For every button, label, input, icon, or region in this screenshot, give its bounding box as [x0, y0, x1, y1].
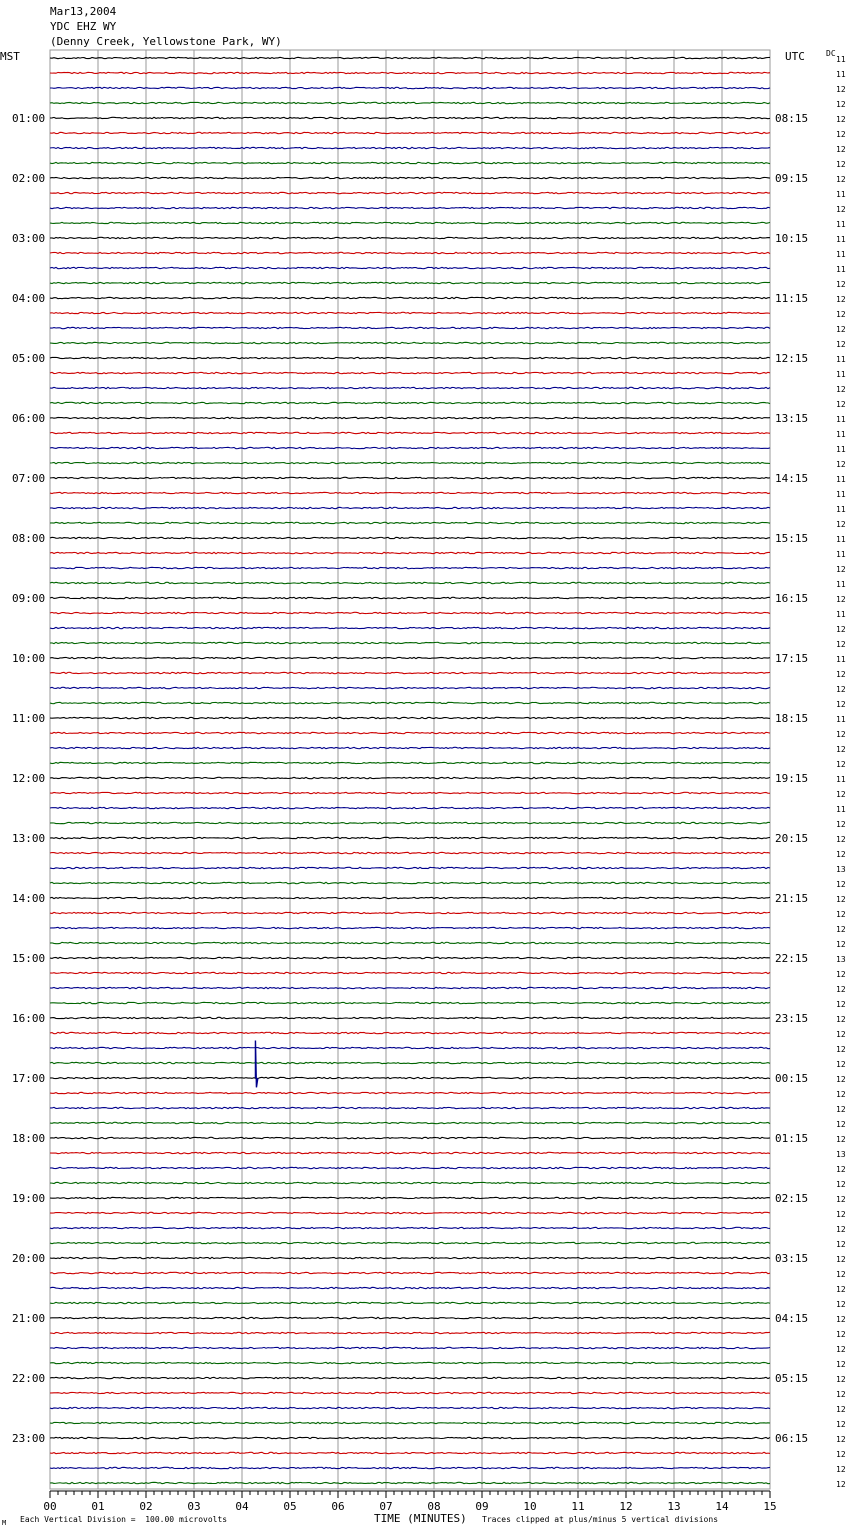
trace-row [50, 147, 770, 148]
dc-offset-value: 11 [836, 505, 846, 514]
right-timezone-label: UTC [785, 50, 805, 63]
dc-offset-header: DC [826, 49, 836, 58]
dc-offset-value: 12 [836, 745, 846, 754]
trace-row [50, 657, 770, 658]
trace-row [50, 1287, 770, 1288]
trace-row [50, 567, 770, 568]
trace-row [50, 1257, 770, 1258]
right-hour-label: 21:15 [775, 892, 809, 905]
left-hour-label: 09:00 [12, 592, 46, 605]
x-tick-label: 14 [715, 1500, 729, 1513]
dc-offset-value: 11 [836, 430, 846, 439]
trace-row [50, 1212, 770, 1213]
x-axis-title: TIME (MINUTES) [374, 1512, 467, 1525]
left-hour-label: 11:00 [12, 712, 46, 725]
trace-row [50, 582, 770, 583]
left-hour-label: 22:00 [12, 1372, 46, 1385]
dc-offset-value: 12 [836, 310, 846, 319]
dc-offset-value: 12 [836, 940, 846, 949]
dc-offset-value: 12 [836, 460, 846, 469]
dc-offset-value: 12 [836, 160, 846, 169]
dc-offset-value: 11 [836, 445, 846, 454]
trace-row [50, 837, 770, 838]
trace-row [50, 867, 770, 868]
right-hour-label: 19:15 [775, 772, 809, 785]
trace-row [50, 312, 770, 313]
dc-offset-value: 12 [836, 1375, 846, 1384]
left-hour-label: 15:00 [12, 952, 46, 965]
x-tick-label: 15 [763, 1500, 777, 1513]
x-tick-label: 08 [427, 1500, 441, 1513]
trace-row [50, 72, 770, 73]
dc-offset-value: 11 [836, 70, 846, 79]
x-tick-label: 02 [139, 1500, 153, 1513]
trace-row [50, 1452, 770, 1453]
trace-row [50, 1167, 770, 1168]
right-hour-label: 04:15 [775, 1312, 809, 1325]
right-hour-label: 12:15 [775, 352, 809, 365]
right-hour-label: 23:15 [775, 1012, 809, 1025]
x-tick-label: 10 [523, 1500, 537, 1513]
dc-offset-value: 12 [836, 760, 846, 769]
dc-offset-value: 12 [836, 1120, 846, 1129]
trace-row [50, 297, 770, 298]
dc-offset-value: 12 [836, 850, 846, 859]
left-hour-label: 20:00 [12, 1252, 46, 1265]
dc-offset-value: 12 [836, 85, 846, 94]
trace-row [50, 1422, 770, 1423]
dc-offset-value: 12 [836, 1135, 846, 1144]
dc-offset-value: 12 [836, 385, 846, 394]
dc-offset-value: 11 [836, 250, 846, 259]
trace-row [50, 387, 770, 388]
dc-offset-value: 12 [836, 1270, 846, 1279]
dc-offset-value: 12 [836, 1300, 846, 1309]
left-timezone-label: MST [0, 50, 20, 63]
dc-offset-value: 12 [836, 1210, 846, 1219]
dc-offset-value: 11 [836, 265, 846, 274]
dc-offset-value: 12 [836, 1090, 846, 1099]
dc-offset-value: 11 [836, 220, 846, 229]
left-hour-label: 17:00 [12, 1072, 46, 1085]
dc-offset-value: 13 [836, 1150, 846, 1159]
dc-offset-value: 12 [836, 1045, 846, 1054]
trace-row [50, 1392, 770, 1393]
x-tick-label: 04 [235, 1500, 249, 1513]
trace-row [50, 1302, 770, 1303]
dc-offset-value: 12 [836, 670, 846, 679]
trace-row [50, 162, 770, 163]
right-hour-label: 20:15 [775, 832, 809, 845]
trace-row [50, 327, 770, 328]
dc-offset-value: 11 [836, 715, 846, 724]
dc-offset-value: 12 [836, 115, 846, 124]
dc-offset-value: 11 [836, 355, 846, 364]
trace-row [50, 1092, 770, 1093]
dc-offset-value: 12 [836, 700, 846, 709]
dc-offset-value: 12 [836, 1450, 846, 1459]
trace-row [50, 237, 770, 238]
dc-offset-value: 12 [836, 640, 846, 649]
dc-offset-value: 13 [836, 955, 846, 964]
trace-row [50, 522, 770, 523]
dc-offset-value: 12 [836, 1000, 846, 1009]
dc-offset-value: 12 [836, 925, 846, 934]
trace-row [50, 792, 770, 793]
left-hour-label: 23:00 [12, 1432, 46, 1445]
trace-row [50, 612, 770, 613]
trace-row [50, 1062, 770, 1063]
dc-offset-value: 12 [836, 130, 846, 139]
dc-offset-value: 12 [836, 820, 846, 829]
right-hour-label: 18:15 [775, 712, 809, 725]
trace-row [50, 417, 770, 418]
dc-offset-value: 12 [836, 1165, 846, 1174]
trace-row [50, 507, 770, 508]
report-date: Mar13,2004 [50, 5, 117, 18]
trace-row [50, 672, 770, 673]
right-hour-label: 16:15 [775, 592, 809, 605]
trace-row [50, 1377, 770, 1378]
dc-offset-value: 12 [836, 970, 846, 979]
dc-offset-value: 12 [836, 1480, 846, 1489]
trace-row [50, 1017, 770, 1018]
dc-offset-value: 12 [836, 910, 846, 919]
left-hour-label: 01:00 [12, 112, 46, 125]
dc-offset-value: 12 [836, 1180, 846, 1189]
trace-row [50, 537, 770, 538]
left-hour-label: 08:00 [12, 532, 46, 545]
trace-row [50, 1152, 770, 1153]
right-hour-label: 03:15 [775, 1252, 809, 1265]
dc-offset-value: 12 [836, 1315, 846, 1324]
dc-offset-value: 12 [836, 625, 846, 634]
trace-row [50, 87, 770, 88]
dc-offset-value: 12 [836, 985, 846, 994]
dc-offset-value: 11 [836, 610, 846, 619]
right-hour-label: 09:15 [775, 172, 809, 185]
dc-offset-value: 13 [836, 865, 846, 874]
trace-row [50, 462, 770, 463]
left-hour-label: 18:00 [12, 1132, 46, 1145]
dc-offset-value: 12 [836, 1390, 846, 1399]
right-hour-label: 15:15 [775, 532, 809, 545]
trace-row [50, 477, 770, 478]
right-hour-label: 10:15 [775, 232, 809, 245]
x-tick-label: 03 [187, 1500, 201, 1513]
trace-row [50, 897, 770, 898]
left-hour-label: 21:00 [12, 1312, 46, 1325]
dc-offset-value: 12 [836, 295, 846, 304]
trace-row [50, 432, 770, 433]
trace-row [50, 1437, 770, 1438]
dc-offset-value: 12 [836, 835, 846, 844]
trace-row [50, 357, 770, 358]
trace-row [50, 642, 770, 643]
trace-row [50, 132, 770, 133]
trace-row [50, 402, 770, 403]
dc-offset-value: 12 [836, 175, 846, 184]
trace-row [50, 777, 770, 778]
dc-offset-value: 11 [836, 415, 846, 424]
station-code: YDC EHZ WY [50, 20, 117, 33]
trace-row [50, 102, 770, 103]
trace-row [50, 912, 770, 913]
dc-offset-value: 12 [836, 1015, 846, 1024]
dc-offset-value: 12 [836, 100, 846, 109]
dc-offset-value: 11 [836, 775, 846, 784]
dc-offset-value: 12 [836, 1360, 846, 1369]
trace-row [50, 192, 770, 193]
trace-row [50, 1317, 770, 1318]
left-hour-label: 03:00 [12, 232, 46, 245]
trace-row [50, 282, 770, 283]
x-tick-label: 11 [571, 1500, 585, 1513]
dc-offset-value: 12 [836, 1420, 846, 1429]
dc-offset-value: 11 [836, 655, 846, 664]
clip-note: Traces clipped at plus/minus 5 vertical divisions [482, 1515, 719, 1524]
trace-row [50, 207, 770, 208]
dc-offset-value: 12 [836, 400, 846, 409]
dc-offset-value: 12 [836, 1405, 846, 1414]
x-tick-label: 07 [379, 1500, 393, 1513]
trace-row [50, 927, 770, 928]
trace-row [50, 1032, 770, 1033]
dc-offset-value: 12 [836, 1030, 846, 1039]
trace-row [50, 717, 770, 718]
trace-row [50, 1002, 770, 1003]
dc-offset-value: 11 [836, 235, 846, 244]
left-hour-label: 16:00 [12, 1012, 46, 1025]
right-hour-label: 22:15 [775, 952, 809, 965]
trace-row [50, 492, 770, 493]
trace-row [50, 687, 770, 688]
station-location: (Denny Creek, Yellowstone Park, WY) [50, 35, 282, 48]
trace-row [50, 747, 770, 748]
trace-row [50, 372, 770, 373]
trace-row [50, 252, 770, 253]
right-hour-label: 14:15 [775, 472, 809, 485]
dc-offset-value: 12 [836, 790, 846, 799]
right-hour-label: 11:15 [775, 292, 809, 305]
right-hour-label: 01:15 [775, 1132, 809, 1145]
trace-row [50, 1227, 770, 1228]
trace-row [50, 1077, 770, 1078]
trace-row [50, 942, 770, 943]
trace-row [50, 852, 770, 853]
left-hour-label: 19:00 [12, 1192, 46, 1205]
dc-offset-value: 11 [836, 805, 846, 814]
x-tick-label: 12 [619, 1500, 633, 1513]
trace-row [50, 822, 770, 823]
x-tick-label: 09 [475, 1500, 489, 1513]
dc-offset-value: 12 [836, 1075, 846, 1084]
dc-offset-value: 12 [836, 1345, 846, 1354]
x-tick-label: 00 [43, 1500, 57, 1513]
dc-offset-value: 11 [836, 475, 846, 484]
trace-row [50, 57, 770, 58]
trace-row [50, 987, 770, 988]
trace-row [50, 1182, 770, 1183]
right-hour-label: 02:15 [775, 1192, 809, 1205]
dc-offset-value: 12 [836, 685, 846, 694]
trace-row [50, 702, 770, 703]
trace-row [50, 882, 770, 883]
trace-row [50, 1332, 770, 1333]
dc-offset-value: 12 [836, 595, 846, 604]
trace-row [50, 732, 770, 733]
right-hour-label: 13:15 [775, 412, 809, 425]
trace-row [50, 342, 770, 343]
dc-offset-value: 11 [836, 490, 846, 499]
trace-row [50, 1467, 770, 1468]
right-hour-label: 17:15 [775, 652, 809, 665]
dc-offset-value: 12 [836, 1330, 846, 1339]
trace-row [50, 597, 770, 598]
dc-offset-value: 12 [836, 205, 846, 214]
dc-offset-value: 12 [836, 280, 846, 289]
dc-offset-value: 12 [836, 1060, 846, 1069]
trace-row [50, 222, 770, 223]
dc-offset-value: 12 [836, 1225, 846, 1234]
left-hour-label: 06:00 [12, 412, 46, 425]
x-tick-label: 05 [283, 1500, 297, 1513]
left-hour-label: 07:00 [12, 472, 46, 485]
dc-offset-value: 11 [836, 190, 846, 199]
trace-row [50, 807, 770, 808]
left-hour-label: 13:00 [12, 832, 46, 845]
trace-row [50, 117, 770, 118]
trace-row [50, 1107, 770, 1108]
scale-note: Each Vertical Division = 100.00 microvolts [20, 1515, 228, 1524]
trace-row [50, 552, 770, 553]
right-hour-label: 05:15 [775, 1372, 809, 1385]
trace-row [50, 972, 770, 973]
dc-offset-value: 12 [836, 340, 846, 349]
trace-row [50, 1272, 770, 1273]
dc-offset-value: 12 [836, 1285, 846, 1294]
x-tick-label: 01 [91, 1500, 105, 1513]
trace-row [50, 1482, 770, 1483]
dc-offset-value: 12 [836, 730, 846, 739]
x-tick-label: 06 [331, 1500, 345, 1513]
dc-offset-value: 12 [836, 1255, 846, 1264]
trace-row [50, 1047, 770, 1048]
trace-row [50, 1197, 770, 1198]
left-hour-label: 05:00 [12, 352, 46, 365]
dc-offset-value: 12 [836, 895, 846, 904]
dc-offset-value: 12 [836, 1240, 846, 1249]
dc-offset-value: 12 [836, 1435, 846, 1444]
left-hour-label: 04:00 [12, 292, 46, 305]
trace-row [50, 1407, 770, 1408]
dc-offset-value: 11 [836, 580, 846, 589]
left-hour-label: 12:00 [12, 772, 46, 785]
corner-mark: M [2, 1519, 7, 1527]
trace-row [50, 267, 770, 268]
dc-offset-value: 12 [836, 880, 846, 889]
x-tick-label: 13 [667, 1500, 681, 1513]
trace-row [50, 762, 770, 763]
dc-offset-value: 12 [836, 520, 846, 529]
dc-offset-value: 12 [836, 1465, 846, 1474]
trace-row [50, 447, 770, 448]
dc-offset-value: 12 [836, 565, 846, 574]
dc-offset-value: 11 [836, 550, 846, 559]
dc-offset-value: 11 [836, 55, 846, 64]
trace-row [50, 627, 770, 628]
dc-offset-value: 12 [836, 145, 846, 154]
right-hour-label: 00:15 [775, 1072, 809, 1085]
trace-row [50, 1347, 770, 1348]
trace-row [50, 1137, 770, 1138]
right-hour-label: 06:15 [775, 1432, 809, 1445]
dc-offset-value: 12 [836, 325, 846, 334]
left-hour-label: 14:00 [12, 892, 46, 905]
right-hour-label: 08:15 [775, 112, 809, 125]
trace-row [50, 1242, 770, 1243]
left-hour-label: 02:00 [12, 172, 46, 185]
dc-offset-value: 11 [836, 535, 846, 544]
trace-row [50, 1122, 770, 1123]
dc-offset-value: 11 [836, 370, 846, 379]
trace-row [50, 957, 770, 958]
dc-offset-value: 12 [836, 1105, 846, 1114]
trace-row [50, 1362, 770, 1363]
left-hour-label: 10:00 [12, 652, 46, 665]
trace-row [50, 177, 770, 178]
dc-offset-value: 12 [836, 1195, 846, 1204]
